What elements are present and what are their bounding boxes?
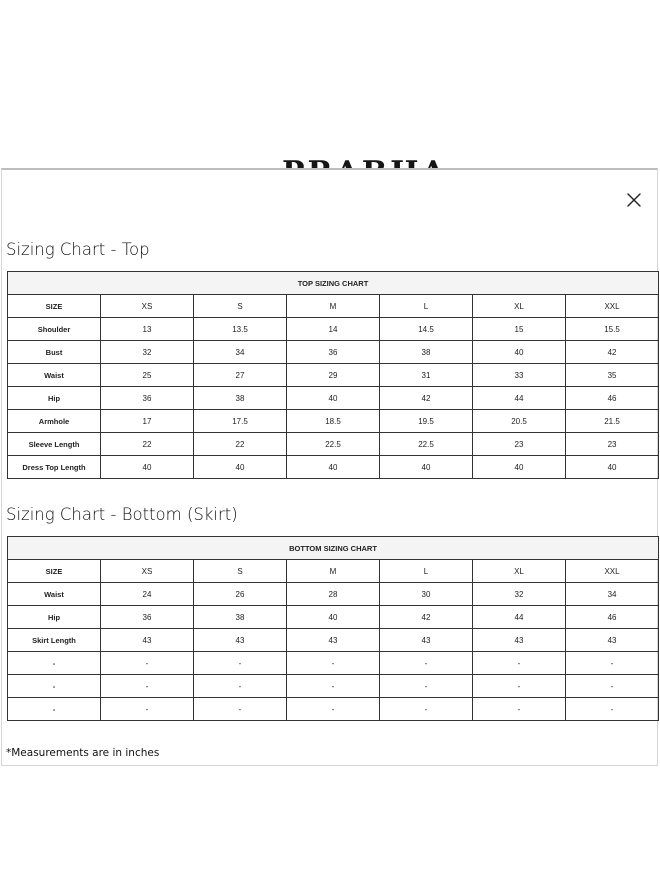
row-label-cell: SIZE [8,295,101,318]
table-cell: 17.5 [194,410,287,433]
table-row [8,652,659,675]
table-row [8,583,659,606]
table-cell: 22 [194,433,287,456]
table-cell: 40 [473,456,566,479]
table-cell: 44 [473,387,566,410]
row-label-cell: Hip [8,606,101,629]
table-cell: 30 [380,583,473,606]
table-cell: - [101,698,194,721]
table-cell: 43 [194,629,287,652]
bottom-table-body [8,560,659,721]
table-row [8,456,659,479]
row-label-cell: - [8,652,101,675]
table-cell: 34 [566,583,659,606]
table-cell: 36 [101,606,194,629]
table-cell: - [287,675,380,698]
table-cell: - [101,652,194,675]
table-cell: 35 [566,364,659,387]
bottom-table-caption: BOTTOM SIZING CHART [8,537,659,560]
table-cell: 43 [473,629,566,652]
bottom-section-title: Sizing Chart - Bottom (Skirt) [6,505,238,524]
table-cell: S [194,295,287,318]
table-cell: XS [101,560,194,583]
table-cell: S [194,560,287,583]
table-cell: 46 [566,387,659,410]
table-cell: 40 [380,456,473,479]
table-cell: XXL [566,560,659,583]
row-label-cell: - [8,698,101,721]
table-cell: L [380,560,473,583]
table-cell: 43 [566,629,659,652]
table-cell: 38 [194,387,287,410]
table-row [8,675,659,698]
table-cell: - [287,698,380,721]
table-cell: 42 [566,341,659,364]
table-cell: 46 [566,606,659,629]
table-cell: XL [473,560,566,583]
table-row [8,410,659,433]
table-cell: 13 [101,318,194,341]
table-row [8,318,659,341]
table-caption-row [8,537,659,560]
table-cell: - [566,698,659,721]
table-cell: - [194,652,287,675]
table-cell: 17 [101,410,194,433]
table-cell: - [194,698,287,721]
table-cell: 43 [101,629,194,652]
table-cell: 15 [473,318,566,341]
table-cell: - [566,652,659,675]
table-row [8,387,659,410]
row-label-cell: Sleeve Length [8,433,101,456]
table-cell: 31 [380,364,473,387]
row-label-cell: Dress Top Length [8,456,101,479]
table-caption-row [8,272,659,295]
table-row [8,364,659,387]
table-cell: 19.5 [380,410,473,433]
table-header-row [8,295,659,318]
table-cell: 44 [473,606,566,629]
table-cell: 18.5 [287,410,380,433]
table-cell: 38 [194,606,287,629]
table-cell: 40 [473,341,566,364]
table-cell: 32 [101,341,194,364]
table-cell: 40 [287,606,380,629]
table-cell: 13.5 [194,318,287,341]
table-cell: - [473,675,566,698]
table-cell: - [566,675,659,698]
table-cell: 25 [101,364,194,387]
table-cell: - [380,652,473,675]
table-header-row [8,560,659,583]
table-cell: 42 [380,606,473,629]
row-label-cell: Shoulder [8,318,101,341]
table-cell: L [380,295,473,318]
table-cell: XXL [566,295,659,318]
table-cell: 23 [473,433,566,456]
table-row [8,606,659,629]
row-label-cell: SIZE [8,560,101,583]
table-cell: 24 [101,583,194,606]
table-cell: 38 [380,341,473,364]
table-cell: 36 [287,341,380,364]
table-cell: 43 [287,629,380,652]
row-label-cell: Waist [8,364,101,387]
table-cell: 34 [194,341,287,364]
table-cell: 40 [101,456,194,479]
top-table-body [8,295,659,479]
background-logo [282,150,380,170]
table-cell: 32 [473,583,566,606]
table-cell: - [380,675,473,698]
table-cell: 40 [566,456,659,479]
row-label-cell: Skirt Length [8,629,101,652]
table-cell: - [101,675,194,698]
table-cell: 36 [101,387,194,410]
table-cell: 15.5 [566,318,659,341]
table-cell: 20.5 [473,410,566,433]
table-cell: - [473,698,566,721]
table-cell: - [380,698,473,721]
table-row [8,433,659,456]
table-cell: 14.5 [380,318,473,341]
row-label-cell: Hip [8,387,101,410]
table-cell: - [287,652,380,675]
table-cell: 14 [287,318,380,341]
top-sizing-table [7,271,659,479]
row-label-cell: - [8,675,101,698]
close-icon [622,188,646,212]
row-label-cell: Waist [8,583,101,606]
table-cell: 22.5 [380,433,473,456]
measurements-note: *Measurements are in inches [6,747,160,759]
table-row [8,341,659,364]
table-cell: 40 [287,387,380,410]
table-cell: - [194,675,287,698]
table-cell: 26 [194,583,287,606]
top-section-title: Sizing Chart - Top [6,240,150,259]
table-cell: 28 [287,583,380,606]
table-cell: 22 [101,433,194,456]
table-row [8,698,659,721]
table-cell: - [473,652,566,675]
row-label-cell: Armhole [8,410,101,433]
table-cell: 23 [566,433,659,456]
table-cell: 29 [287,364,380,387]
table-cell: XS [101,295,194,318]
table-cell: 33 [473,364,566,387]
row-label-cell: Bust [8,341,101,364]
table-cell: 40 [287,456,380,479]
table-cell: M [287,295,380,318]
table-cell: M [287,560,380,583]
table-cell: XL [473,295,566,318]
table-row [8,629,659,652]
table-cell: 27 [194,364,287,387]
top-table-caption: TOP SIZING CHART [8,272,659,295]
table-cell: 40 [194,456,287,479]
table-cell: 43 [380,629,473,652]
table-cell: 22.5 [287,433,380,456]
close-button[interactable] [622,188,646,212]
size-chart-modal [1,168,658,766]
bottom-sizing-table [7,536,659,721]
table-cell: 42 [380,387,473,410]
table-cell: 21.5 [566,410,659,433]
